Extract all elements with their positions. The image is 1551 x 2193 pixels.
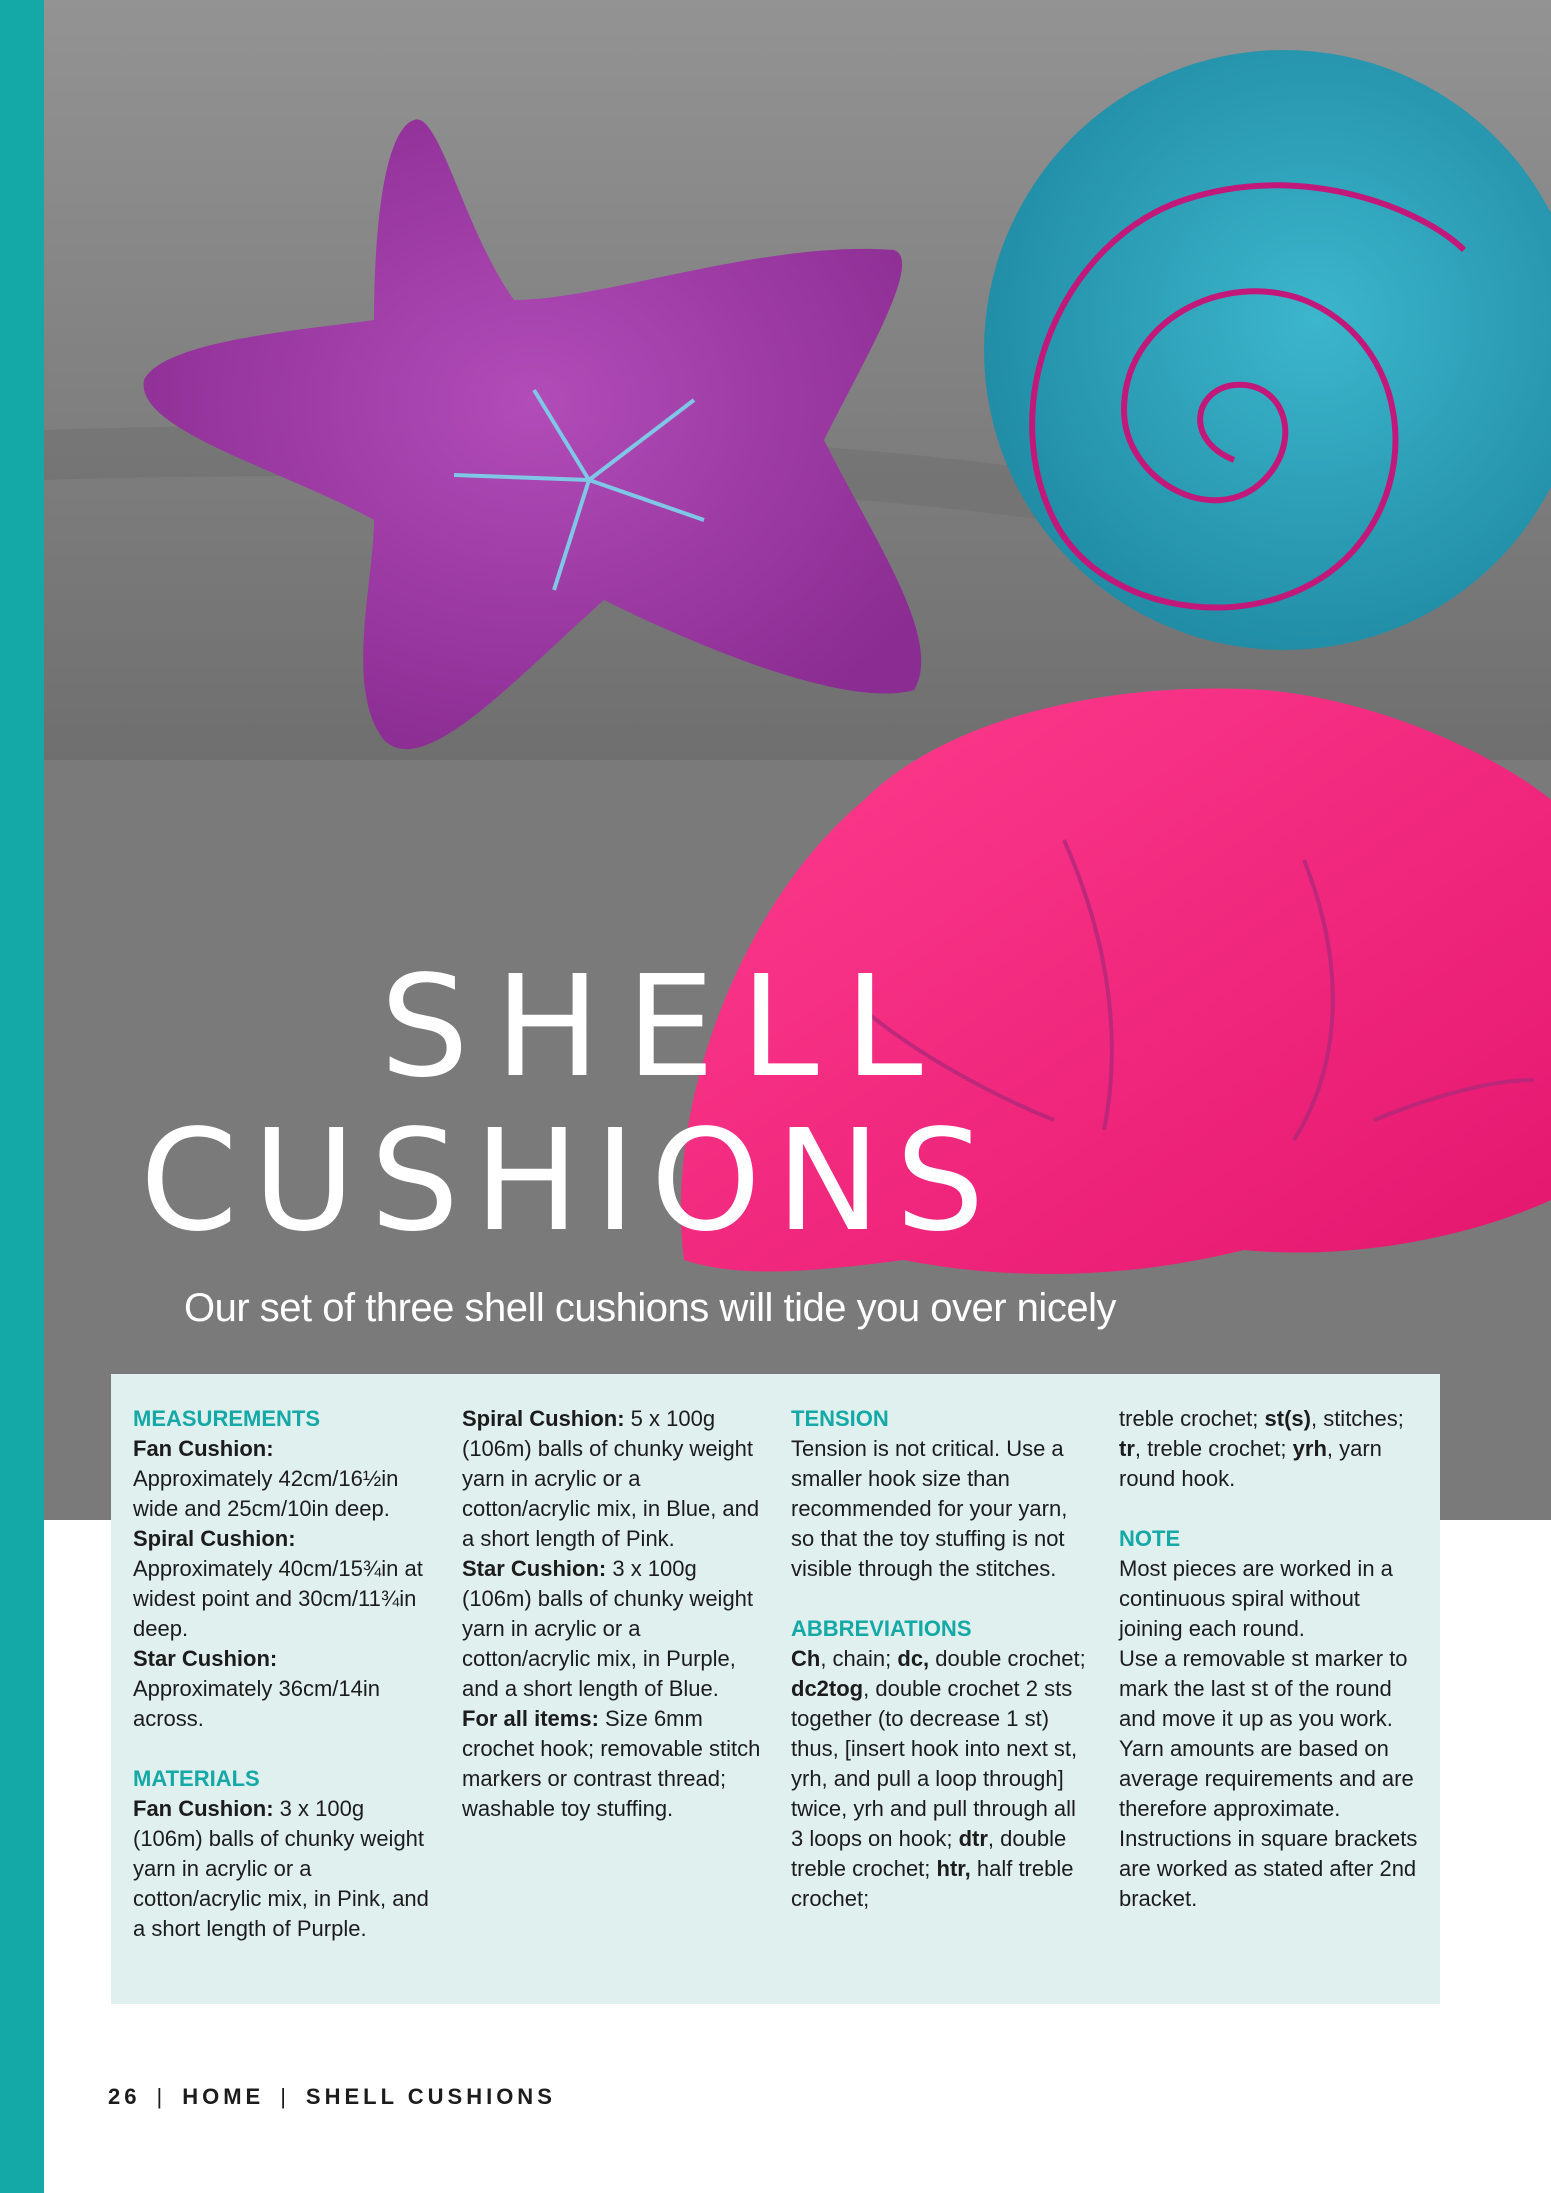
footer-separator-2: |: [280, 2084, 290, 2109]
footer-separator: |: [156, 2084, 167, 2109]
star-measure-text: Approximately 36cm/14in across.: [133, 1676, 381, 1731]
tension-text: Tension is not critical. Use a smaller hook size than recommended for your yarn, so that the toy stuffing is not visible through the stitches.: [791, 1436, 1068, 1581]
footer-section: HOME: [182, 2084, 265, 2109]
note-text-2: Use a removable st marker to mark the last st of the round and move it up as you work. Yarn amounts are based on average requirements and are therefore approximate. Instructions in square brackets are worked as stated after 2nd bracket.: [1119, 1646, 1418, 1911]
spiral-measure-label: Spiral Cushion:: [133, 1526, 296, 1551]
subtitle: Our set of three shell cushions will tide you over nicely: [184, 1286, 1116, 1330]
abbreviations-heading: ABBREVIATIONS: [791, 1616, 972, 1641]
note-text-1: Most pieces are worked in a continuous spiral without joining each round.: [1119, 1556, 1393, 1641]
abbreviations-text: Ch, chain; dc, double crochet; dc2tog, double crochet 2 sts together (to decrease 1 st) thus, [insert hook into next st, yrh, and pull a loop through] twice, yrh and pull through all 3 loops on hook; dtr, double treble crochet; htr, half treble crochet;: [791, 1646, 1086, 1911]
materials-heading: MATERIALS: [133, 1766, 260, 1791]
spiral-measure-text: Approximately 40cm/15¾in at widest point and 30cm/11¾in deep.: [133, 1556, 423, 1641]
fan-measure-text: Approximately 42cm/16½in wide and 25cm/10in deep.: [133, 1466, 399, 1521]
all-items-label: For all items:: [462, 1706, 599, 1731]
fan-material-label: Fan Cushion:: [133, 1796, 274, 1821]
cushions-photo: [44, 0, 1551, 1520]
page-number: 26: [108, 2084, 141, 2109]
teal-edge-bar: [0, 0, 44, 2193]
column-tension-abbreviations: [791, 1404, 1091, 1914]
star-measure-label: Star Cushion:: [133, 1646, 278, 1671]
star-material-label: Star Cushion:: [462, 1556, 607, 1581]
column-materials-cont: [462, 1404, 762, 1824]
fan-material-text: 3 x 100g (106m) balls of chunky weight yarn in acrylic or a cotton/acrylic mix, in Pink, and a short length of Purple.: [133, 1796, 429, 1941]
spiral-material-label: Spiral Cushion:: [462, 1406, 625, 1431]
spiral-material-text: 5 x 100g (106m) balls of chunky weight yarn in acrylic or a cotton/acrylic mix, in Blue, and a short length of Pink.: [462, 1406, 760, 1551]
abbreviations-text-cont: treble crochet; st(s), stitches; tr, treble crochet; yrh, yarn round hook.: [1119, 1406, 1404, 1491]
column-measurements-materials: [133, 1404, 433, 1944]
tension-heading: TENSION: [791, 1406, 889, 1431]
fan-measure-label: Fan Cushion:: [133, 1436, 274, 1461]
title-line-1: SHELL: [380, 946, 949, 1109]
title-line-2: CUSHIONS: [140, 1100, 1000, 1263]
measurements-heading: MEASUREMENTS: [133, 1406, 321, 1431]
star-material-text: 3 x 100g (106m) balls of chunky weight yarn in acrylic or a cotton/acrylic mix, in Purple, and a short length of Blue.: [462, 1556, 754, 1701]
column-abbreviations-note: [1119, 1404, 1429, 1914]
footer-article: SHELL CUSHIONS: [305, 2084, 556, 2109]
all-items-text: Size 6mm crochet hook; removable stitch markers or contrast thread; washable toy stuffing.: [462, 1706, 761, 1821]
note-heading: NOTE: [1119, 1526, 1181, 1551]
info-box: [111, 1374, 1440, 2004]
page-footer: [108, 2084, 556, 2110]
